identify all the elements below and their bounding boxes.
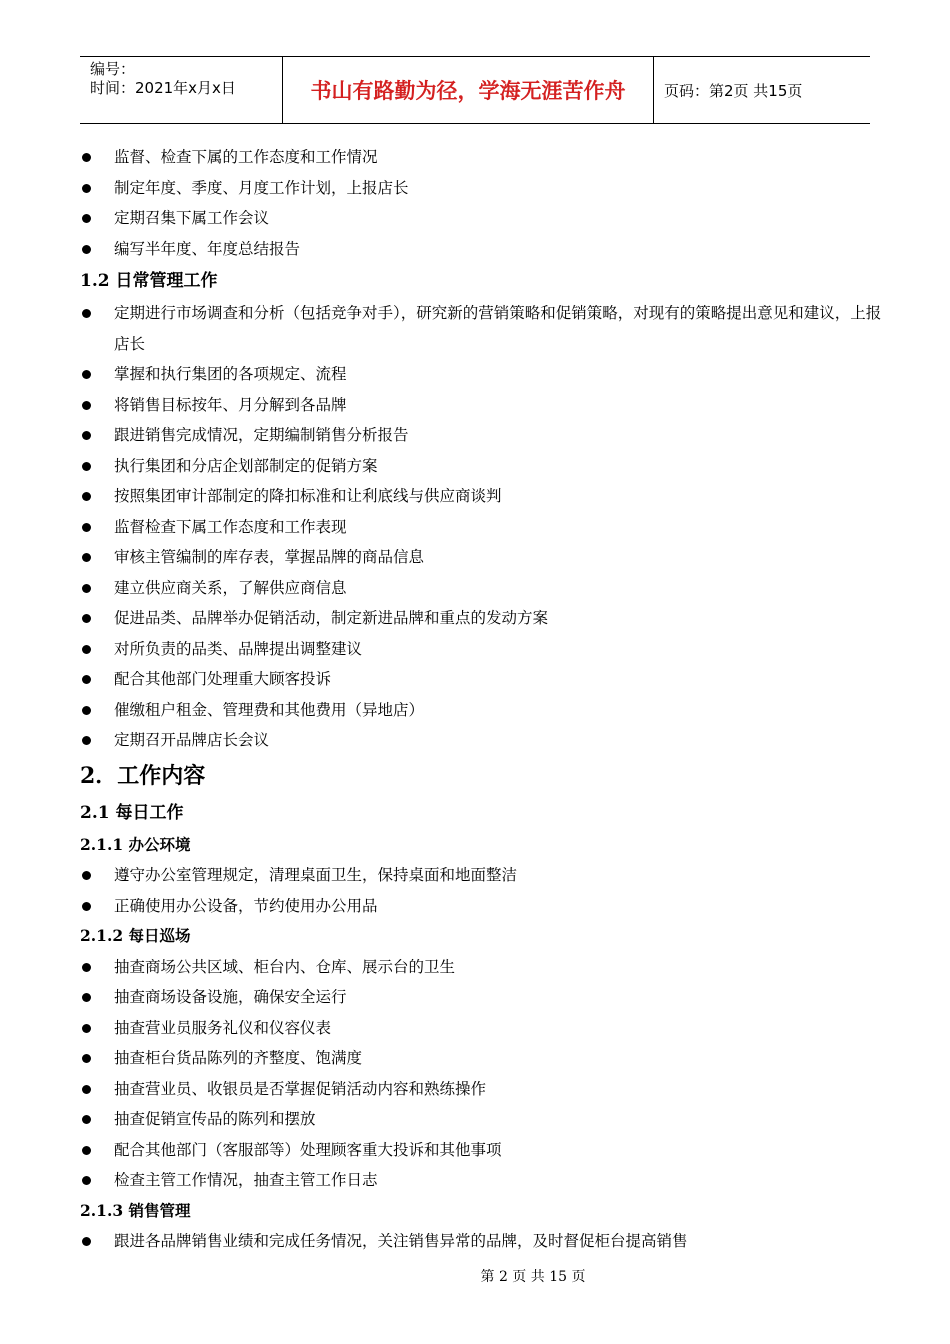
list-item-text: 抽查商场公共区域、柜台内、仓库、展示台的卫生 bbox=[114, 957, 456, 976]
bullet-icon bbox=[82, 706, 91, 715]
list-item bbox=[80, 359, 884, 390]
list-item-text: 正确使用办公设备，节约使用办公用品 bbox=[114, 896, 378, 915]
bullet-icon bbox=[82, 401, 91, 410]
list-item-text: 将销售目标按年、月分解到各品牌 bbox=[114, 395, 347, 414]
list-item-text: 促进品类、品牌举办促销活动，制定新进品牌和重点的发动方案 bbox=[114, 609, 549, 627]
header-motto: 书山有路勤为径，学海无涯苦作舟 bbox=[282, 57, 654, 123]
list-item bbox=[80, 481, 884, 512]
bullet-icon bbox=[82, 675, 91, 684]
bullet-icon bbox=[82, 1237, 91, 1246]
list-item bbox=[80, 1226, 884, 1257]
section-heading-1-2: 1.2 日常管理工作 bbox=[80, 271, 218, 291]
bullet-icon bbox=[82, 1176, 91, 1185]
document-body bbox=[80, 142, 884, 1257]
list-item bbox=[80, 634, 884, 665]
list-item-text: 抽查营业员、收银员是否掌握促销活动内容和熟练操作 bbox=[114, 1079, 487, 1098]
bullet-icon bbox=[82, 492, 91, 501]
list-item bbox=[80, 1074, 884, 1105]
list-item bbox=[80, 420, 884, 451]
list-item-text: 监督检查下属工作态度和工作表现 bbox=[114, 517, 347, 536]
list-item-text: 抽查促销宣传品的陈列和摆放 bbox=[114, 1110, 316, 1128]
list-item-text: 配合其他部门（客服部等）处理顾客重大投诉和其他事项 bbox=[114, 1140, 502, 1159]
list-item-text: 监督、检查下属的工作态度和工作情况 bbox=[114, 148, 378, 166]
list-item-text: 催缴租户租金、管理费和其他费用（异地店） bbox=[114, 700, 425, 719]
list-item-text: 配合其他部门处理重大顾客投诉 bbox=[114, 670, 332, 688]
header-meta bbox=[80, 57, 282, 123]
bullet-icon bbox=[82, 1115, 91, 1124]
page-header bbox=[80, 56, 870, 124]
list-item bbox=[80, 1165, 884, 1196]
bullet-icon bbox=[82, 736, 91, 745]
list-item-text: 跟进销售完成情况，定期编制销售分析报告 bbox=[114, 426, 409, 444]
list-item bbox=[80, 173, 884, 204]
list-c bbox=[80, 860, 884, 921]
list-item-text: 编写半年度、年度总结报告 bbox=[114, 239, 301, 258]
bullet-icon bbox=[82, 993, 91, 1002]
bullet-icon bbox=[82, 1024, 91, 1033]
section-heading-2-1: 2.1 每日工作 bbox=[80, 802, 184, 823]
list-item-text: 检查主管工作情况，抽查主管工作日志 bbox=[114, 1171, 378, 1189]
list-d bbox=[80, 952, 884, 1196]
section-heading-2: 2．工作内容 bbox=[80, 762, 206, 789]
list-a bbox=[80, 142, 884, 264]
bullet-icon bbox=[82, 871, 91, 880]
list-item bbox=[80, 451, 884, 482]
list-item bbox=[80, 1135, 884, 1166]
bullet-icon bbox=[82, 431, 91, 440]
list-item-text: 掌握和执行集团的各项规定、流程 bbox=[114, 365, 347, 383]
bullet-icon bbox=[82, 462, 91, 471]
bullet-icon bbox=[82, 645, 91, 654]
list-item-text: 按照集团审计部制定的降扣标准和让利底线与供应商谈判 bbox=[114, 487, 502, 505]
list-item-text: 审核主管编制的库存表，掌握品牌的商品信息 bbox=[114, 548, 425, 566]
bullet-icon bbox=[82, 184, 91, 193]
bullet-icon bbox=[82, 1085, 91, 1094]
list-item bbox=[80, 695, 884, 726]
list-item bbox=[80, 952, 884, 983]
list-item bbox=[80, 542, 884, 573]
list-item bbox=[80, 982, 884, 1013]
list-item bbox=[80, 390, 884, 421]
list-item bbox=[80, 891, 884, 922]
list-item bbox=[80, 664, 884, 695]
list-item bbox=[80, 234, 884, 265]
list-item-text: 抽查营业员服务礼仪和仪容仪表 bbox=[114, 1018, 332, 1037]
list-item-text: 制定年度、季度、月度工作计划，上报店长 bbox=[114, 178, 409, 197]
bullet-icon bbox=[82, 214, 91, 223]
list-item bbox=[80, 1013, 884, 1044]
list-item-text: 抽查商场设备设施，确保安全运行 bbox=[114, 988, 347, 1006]
section-heading-2-1-1: 2.1.1 办公环境 bbox=[80, 834, 191, 854]
list-item bbox=[80, 142, 884, 173]
bullet-icon bbox=[82, 553, 91, 562]
list-item bbox=[80, 512, 884, 543]
list-item-text: 定期召集下属工作会议 bbox=[114, 209, 270, 227]
list-b bbox=[80, 298, 884, 756]
header-page-label: 页码：第2页 共15页 bbox=[664, 81, 803, 100]
bullet-icon bbox=[82, 584, 91, 593]
document-time-label: 时间：2021年x月x日 bbox=[90, 79, 236, 97]
list-item-text: 对所负责的品类、品牌提出调整建议 bbox=[114, 639, 363, 658]
list-item bbox=[80, 573, 884, 604]
list-item bbox=[80, 603, 884, 634]
bullet-icon bbox=[82, 245, 91, 254]
list-e bbox=[80, 1226, 884, 1257]
list-item-text: 建立供应商关系，了解供应商信息 bbox=[114, 578, 347, 597]
list-item-text: 定期召开品牌店长会议 bbox=[114, 731, 270, 749]
list-item-text: 跟进各品牌销售业绩和完成任务情况，关注销售异常的品牌，及时督促柜台提高销售 bbox=[114, 1232, 688, 1250]
list-item bbox=[80, 860, 884, 891]
list-item bbox=[80, 725, 884, 756]
bullet-icon bbox=[82, 309, 91, 318]
list-item bbox=[80, 1104, 884, 1135]
bullet-icon bbox=[82, 963, 91, 972]
section-heading-2-1-2: 2.1.2 每日巡场 bbox=[80, 926, 191, 945]
bullet-icon bbox=[82, 902, 91, 911]
bullet-icon bbox=[82, 523, 91, 532]
list-item-text: 遵守办公室管理规定，清理桌面卫生，保持桌面和地面整洁 bbox=[114, 866, 518, 884]
bullet-icon bbox=[82, 1054, 91, 1063]
page-footer: 第 2 页 共 15 页 bbox=[480, 1269, 586, 1285]
bullet-icon bbox=[82, 1146, 91, 1155]
list-item-text: 定期进行市场调查和分析（包括竞争对手），研究新的营销策略和促销策略，对现有的策略提出意见和建议，上报店长 bbox=[114, 304, 882, 353]
bullet-icon bbox=[82, 153, 91, 162]
document-number-label: 编号： bbox=[90, 60, 136, 78]
section-heading-2-1-3: 2.1.3 销售管理 bbox=[80, 1200, 191, 1220]
list-item-text: 执行集团和分店企划部制定的促销方案 bbox=[114, 456, 378, 475]
list-item bbox=[80, 1043, 884, 1074]
bullet-icon bbox=[82, 614, 91, 623]
list-item-text: 抽查柜台货品陈列的齐整度、饱满度 bbox=[114, 1049, 363, 1067]
bullet-icon bbox=[82, 370, 91, 379]
list-item bbox=[80, 203, 884, 234]
list-item bbox=[80, 298, 884, 359]
